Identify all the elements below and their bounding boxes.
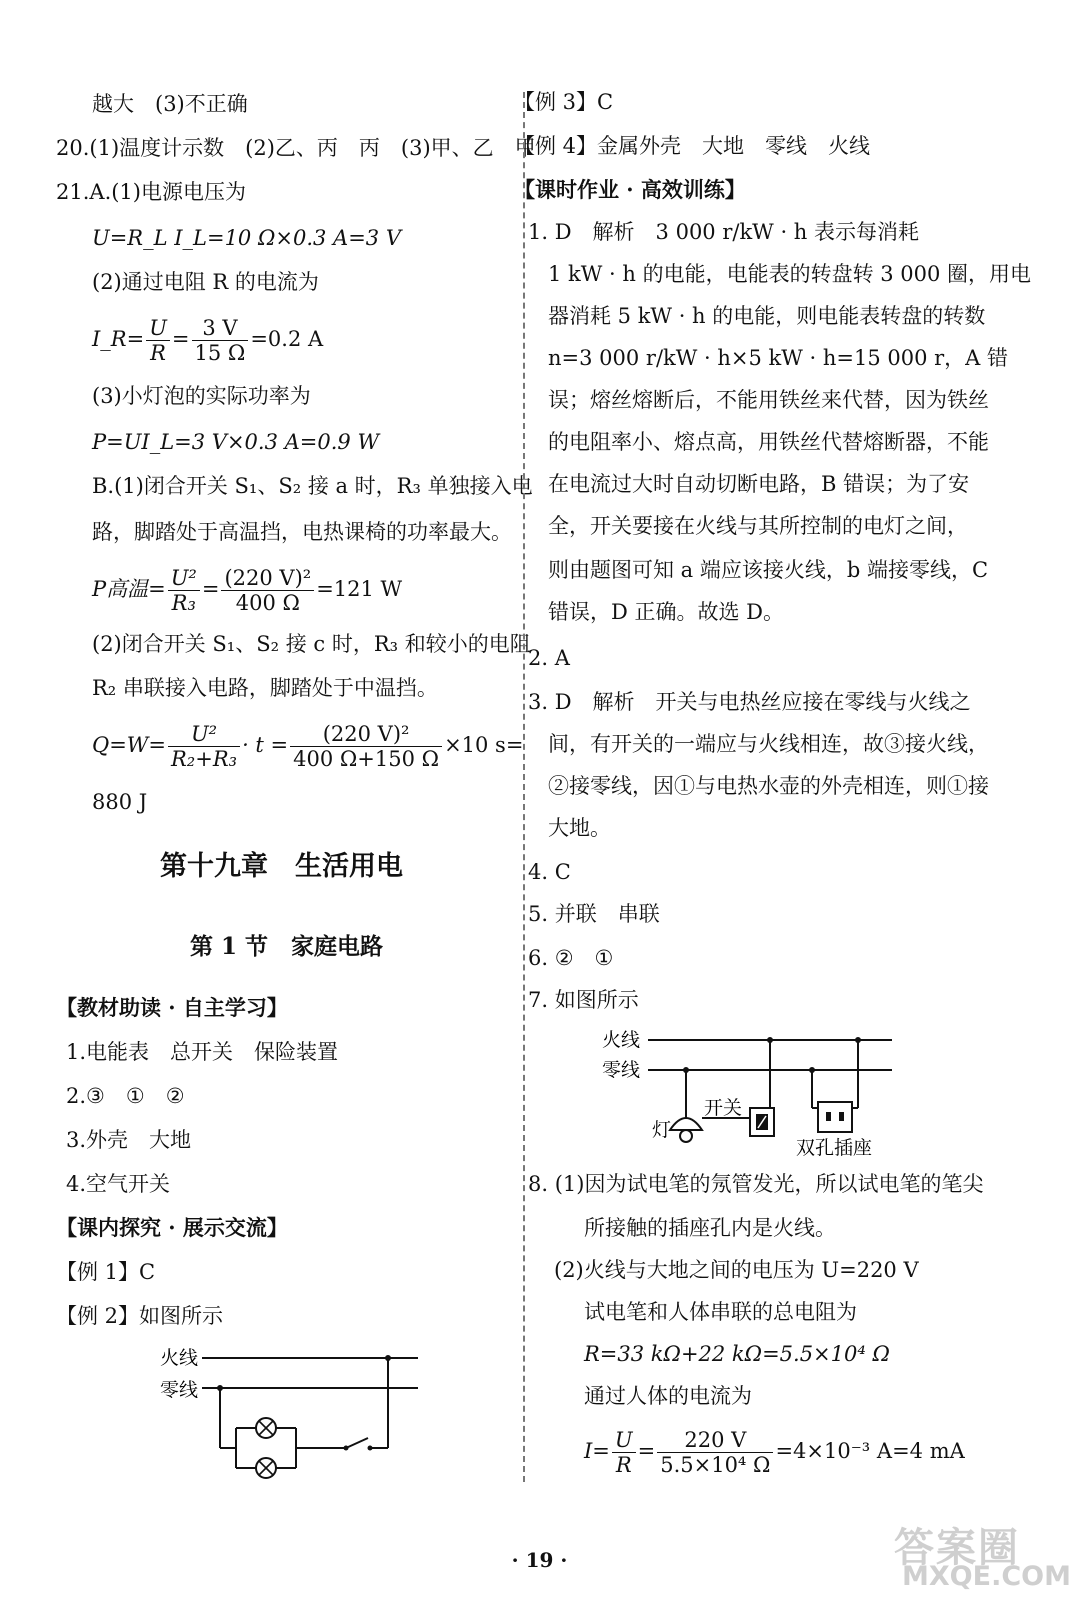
text-line: 误；熔丝熔断后，不能用铁丝来代替，因为铁丝 [548, 388, 989, 412]
formula-text: = [201, 577, 220, 601]
formula-text: P高温= [92, 577, 166, 601]
answer-20: 20.(1)温度计示数 (2)乙、丙 丙 (3)甲、乙 甲 [56, 136, 536, 160]
fraction [290, 722, 442, 771]
answer-1: 1. D 解析 3 000 r/kW · h 表示每消耗 [528, 220, 919, 244]
label-neutral-wire: 零线 [602, 1059, 641, 1081]
example-answer: 【例 3】C [514, 90, 614, 114]
text-line: (2)通过电阻 R 的电流为 [92, 270, 319, 294]
label-live-wire: 火线 [160, 1347, 199, 1369]
fraction [146, 316, 170, 365]
denominator: R [615, 1453, 632, 1477]
numerator: U² [168, 722, 240, 747]
text-line: 间，有开关的一端应与火线相连，故③接火线， [548, 732, 989, 756]
text-line: (3)小灯泡的实际功率为 [92, 384, 311, 408]
switch-icon [344, 1438, 373, 1451]
fraction [192, 316, 249, 365]
example-answer: 【例 1】C [56, 1260, 156, 1284]
numerator: (220 V)² [290, 722, 442, 747]
formula-text: =4×10⁻³ A=4 mA [775, 1439, 965, 1463]
denominator: 400 Ω [235, 591, 300, 615]
formula-p-high [92, 566, 402, 615]
lamp-icon [256, 1418, 276, 1438]
denominator: R [150, 341, 166, 365]
formula-current [584, 1428, 965, 1477]
text-line: R₂ 串联接入电路，脚踏处于中温挡。 [92, 676, 438, 700]
formula-text: I= [584, 1439, 610, 1463]
denominator: 15 Ω [194, 341, 246, 365]
example-answer: 【例 2】如图所示 [56, 1304, 224, 1328]
section-title: 第 1 节 家庭电路 [190, 933, 384, 960]
denominator: R₃ [171, 591, 196, 615]
answer-5: 5. 并联 串联 [528, 902, 660, 926]
text-line: 越大 (3)不正确 [92, 92, 248, 116]
answer-item: 4.空气开关 [66, 1172, 171, 1196]
circuit-diagram-2 [600, 1022, 900, 1160]
lamp-icon [670, 1112, 702, 1142]
text-line: 路，脚踏处于高温挡，电热课椅的功率最大。 [92, 520, 512, 544]
formula-text: ×10 s= [444, 733, 524, 757]
answer-7: 7. 如图所示 [528, 988, 639, 1012]
text-line: (2)火线与大地之间的电压为 U=220 V [554, 1258, 919, 1282]
text-line: 在电流过大时自动切断电路，B 错误；为了安 [548, 472, 970, 496]
formula-text: = [171, 327, 190, 351]
formula-line: P=UI_L=3 V×0.3 A=0.9 W [92, 430, 380, 454]
denominator: R₂+R₃ [171, 747, 238, 771]
answer-item: 3.外壳 大地 [66, 1128, 192, 1152]
example-answer: 【例 4】金属外壳 大地 零线 火线 [514, 134, 871, 158]
answer-21: 21.A.(1)电源电压为 [56, 180, 246, 204]
text-line: 880 J [92, 790, 148, 814]
label-switch: 开关 [704, 1097, 743, 1119]
formula-text: =0.2 A [250, 327, 324, 351]
formula-text: =121 W [316, 577, 403, 601]
answer-4: 4. C [528, 860, 571, 884]
watermark-url: MXQE.COM [902, 1561, 1071, 1592]
formula-q [92, 722, 523, 771]
text-line: 则由题图可知 a 端应该接火线，b 端接零线，C [548, 558, 989, 582]
denominator: 400 Ω+150 Ω [293, 747, 440, 771]
text-line: 器消耗 5 kW · h 的电能，则电能表转盘的转数 [548, 304, 986, 328]
section-header: 【课时作业 · 高效训练】 [514, 177, 746, 202]
answer-3: 3. D 解析 开关与电热丝应接在零线与火线之 [528, 690, 971, 714]
watermark-logo: 答案圈 [894, 1525, 1020, 1571]
switch-icon [750, 1108, 774, 1136]
text-line: B.(1)闭合开关 S₁、S₂ 接 a 时，R₃ 单独接入电 [92, 474, 533, 498]
numerator: U [146, 316, 170, 341]
formula-line: U=R_L I_L=10 Ω×0.3 A=3 V [92, 226, 402, 250]
label-neutral-wire: 零线 [160, 1379, 199, 1401]
denominator: 5.5×10⁴ Ω [660, 1453, 771, 1477]
formula-text: · t = [242, 733, 289, 757]
numerator: 3 V [192, 316, 249, 341]
text-line: ②接零线，因①与电热水壶的外壳相连，则①接 [548, 774, 989, 798]
answer-item: 1.电能表 总开关 保险装置 [66, 1040, 339, 1064]
text-line: 的电阻率小、熔点高，用铁丝代替熔断器，不能 [548, 430, 989, 454]
text-line: 大地。 [548, 816, 611, 840]
lamp-icon [256, 1458, 276, 1478]
section-header: 【教材助读 · 自主学习】 [56, 995, 288, 1020]
text-line: 试电笔和人体串联的总电阻为 [584, 1300, 857, 1324]
chapter-title: 第十九章 生活用电 [160, 851, 403, 882]
text-line: 通过人体的电流为 [584, 1384, 752, 1408]
label-live-wire: 火线 [602, 1029, 641, 1051]
fraction [168, 566, 200, 615]
circuit-diagram-1 [150, 1342, 430, 1492]
formula-text: I_R= [92, 327, 145, 351]
formula-text: = [637, 1439, 656, 1463]
fraction [657, 1428, 773, 1477]
fraction [612, 1428, 636, 1477]
fraction [168, 722, 240, 771]
column-divider [523, 92, 525, 1482]
numerator: U [612, 1428, 636, 1453]
answer-item: 2.③ ① ② [66, 1084, 185, 1108]
label-socket: 双孔插座 [796, 1137, 873, 1159]
text-line: n=3 000 r/kW · h×5 kW · h=15 000 r，A 错 [548, 346, 1009, 370]
formula-line: R=33 kΩ+22 kΩ=5.5×10⁴ Ω [584, 1342, 890, 1366]
page-number: · 19 · [511, 1548, 568, 1572]
numerator: 220 V [657, 1428, 773, 1453]
socket-icon [818, 1102, 852, 1132]
text-line: 错误，D 正确。故选 D。 [548, 600, 785, 624]
numerator: U² [168, 566, 200, 591]
numerator: (220 V)² [221, 566, 314, 591]
answer-6: 6. ② ① [528, 946, 614, 970]
section-header: 【课内探究 · 展示交流】 [56, 1215, 288, 1240]
formula-text: Q=W= [92, 733, 166, 757]
text-line: 全，开关要接在火线与其所控制的电灯之间， [548, 514, 968, 538]
text-line: 所接触的插座孔内是火线。 [584, 1216, 836, 1240]
label-lamp: 灯 [652, 1119, 672, 1141]
formula-ir [92, 316, 323, 365]
fraction [221, 566, 314, 615]
text-line: (2)闭合开关 S₁、S₂ 接 c 时，R₃ 和较小的电阻 [92, 632, 531, 656]
text-line: 1 kW · h 的电能，电能表的转盘转 3 000 圈，用电 [548, 262, 1032, 286]
answer-8: 8. (1)因为试电笔的氖管发光，所以试电笔的笔尖 [528, 1172, 984, 1196]
answer-2: 2. A [528, 646, 570, 670]
